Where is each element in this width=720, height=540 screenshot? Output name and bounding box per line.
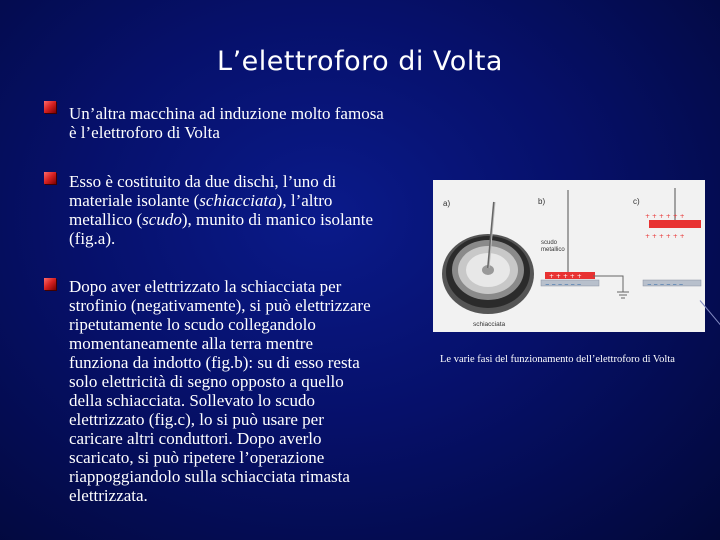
label-schiacciata: schiacciata <box>473 321 506 328</box>
term-scudo: scudo <box>142 210 182 229</box>
bullet-line: metallico (scudo), munito di manico isolante <box>69 210 374 229</box>
disc-schiacciata <box>442 234 534 314</box>
bullet-line: della schiacciata. Sollevato lo scudo <box>69 391 315 410</box>
bullet-line: (fig.a). <box>69 229 116 248</box>
bullet-line: materiale isolante (schiacciata), l’altro <box>69 191 333 210</box>
bullet-text-procedure <box>69 277 439 505</box>
figure-caption: Le varie fasi del funzionamento dell’elettroforo di Volta <box>440 354 675 365</box>
bullet-line: momentaneamente alla terra mentre <box>69 334 314 353</box>
label-fig-c: c) <box>633 197 640 206</box>
svg-text:− − − − − −: − − − − − − <box>647 282 684 288</box>
bullet-line: ripetutamente lo scudo collegandolo <box>69 315 316 334</box>
svg-text:+ + + + + +: + + + + + + <box>645 213 685 220</box>
bullet-line: elettrizzata. <box>69 486 148 505</box>
label-fig-b: b) <box>538 197 546 206</box>
bullet-line: Esso è costituito da due dischi, l’uno di <box>69 172 337 191</box>
bullet-line: funziona da indotto (fig.b): su di esso resta <box>69 353 360 372</box>
label-fig-a: a) <box>443 199 451 208</box>
bullet-line: caricare altri conduttori. Dopo averlo <box>69 429 322 448</box>
panel-c-apparatus <box>643 188 701 288</box>
bullet-line: elettrizzato (fig.c), lo si può usare per <box>69 410 324 429</box>
bullet-line: scaricato, si può ripetere l’operazione <box>69 448 325 467</box>
bullet-marker <box>44 172 56 184</box>
bullet-line: strofinio (negativamente), si può elettrizzare <box>69 296 371 315</box>
electrophorus-figure <box>433 180 705 332</box>
bullet-marker <box>44 101 56 113</box>
svg-text:+ + + + +: + + + + + <box>549 273 582 280</box>
bullet-text-description <box>69 172 439 248</box>
bullet-marker <box>44 278 56 290</box>
bullet-line: solo elettricità di segno opposto a quello <box>69 372 344 391</box>
slide-title: L’elettroforo di Volta <box>217 46 503 77</box>
term-schiacciata: schiacciata <box>199 191 277 210</box>
label-metallico: metallico <box>541 247 565 253</box>
svg-text:− − − − − −: − − − − − − <box>545 282 582 288</box>
bullet-line: Dopo aver elettrizzato la schiacciata per <box>69 277 342 296</box>
label-scudo: scudo <box>541 240 558 246</box>
bullet-line: riappoggiandolo sulla schiacciata rimasta <box>69 467 350 486</box>
svg-text:+ + + + + +: + + + + + + <box>645 233 685 240</box>
bullet-text-intro: Un’altra macchina ad induzione molto famosa è l’elettroforo di Volta <box>69 104 384 142</box>
electrophorus-illustration <box>433 180 705 332</box>
